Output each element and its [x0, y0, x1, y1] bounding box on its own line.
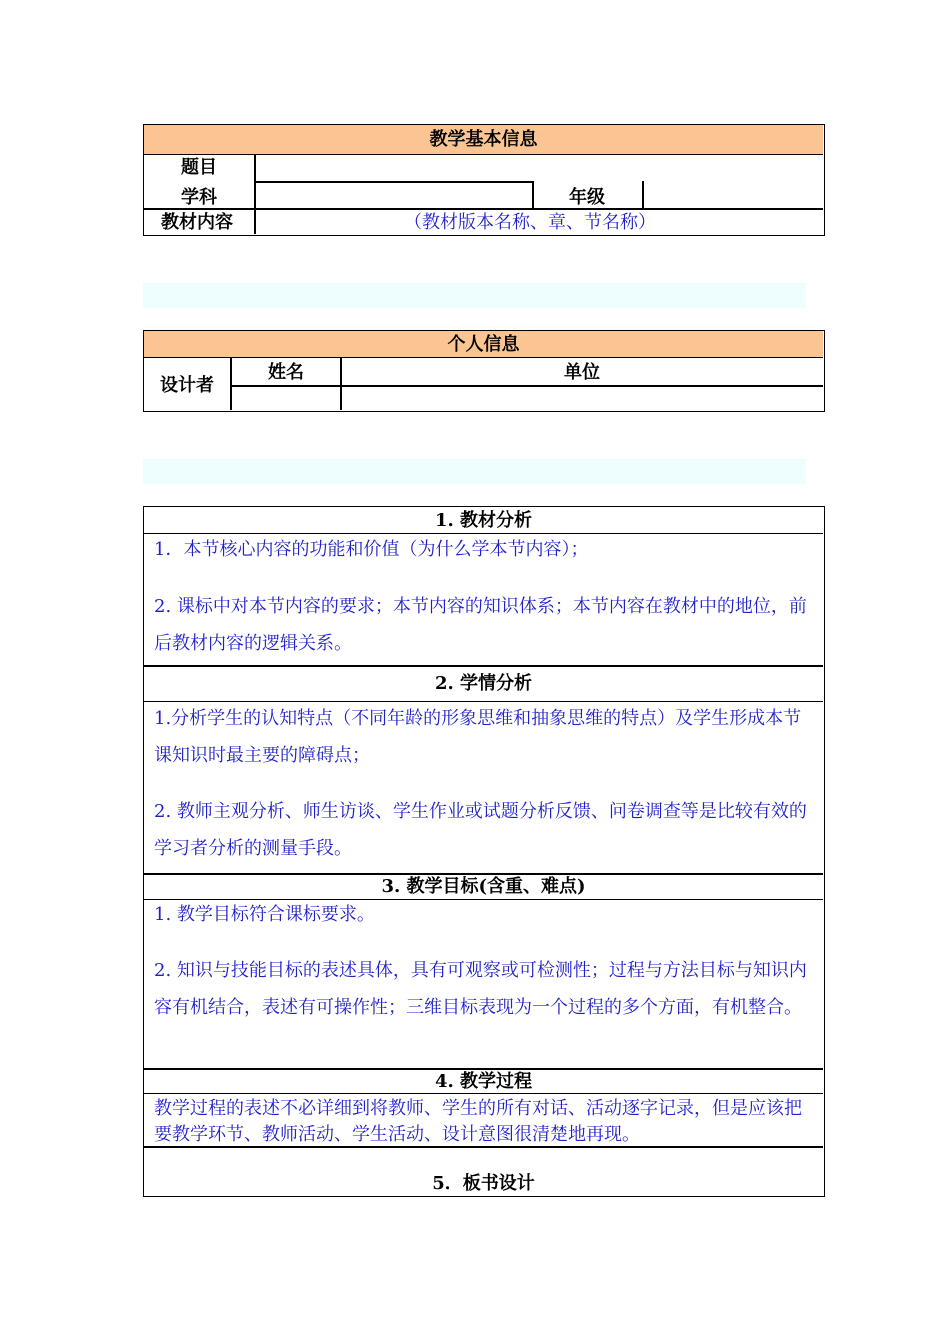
section-3-point-2[interactable]: 2. 知识与技能目标的表述具体，具有可观察或可检测性；过程与方法目标与知识内容有机结合，表述有可操作性；三维目标表现为一个过程的多个方面，有机整合。: [154, 960, 807, 1018]
section-3-title: 3. 教学目标(含重、难点): [144, 874, 823, 900]
name-input[interactable]: [232, 387, 339, 410]
section-5-title: 5．板书设计: [432, 1173, 535, 1194]
material-hint[interactable]: （教材版本名称、章、节名称）: [404, 212, 656, 233]
section-2-point-1[interactable]: 1.分析学生的认知特点（不同年龄的形象思维和抽象思维的特点）及学生形成本节课知识时最主要的障碍点；: [154, 708, 802, 766]
basic-info-table: [143, 124, 825, 236]
section-2-point-2[interactable]: 2. 教师主观分析、师生访谈、学生作业或试题分析反馈、问卷调查等是比较有效的学习者分析的测量手段。: [154, 801, 807, 859]
personal-info-table: [143, 330, 825, 412]
unit-label: 单位: [564, 362, 600, 383]
section-1-point-1[interactable]: 1．本节核心内容的功能和价值（为什么学本节内容）；: [154, 539, 589, 560]
material-label: 教材内容: [161, 212, 233, 233]
section-4-title: 4. 教学过程: [144, 1069, 823, 1094]
designer-label: 设计者: [160, 375, 214, 396]
unit-input[interactable]: [342, 387, 823, 410]
section-3-point-1[interactable]: 1. 教学目标符合课标要求。: [154, 904, 375, 925]
section-2-title: 2. 学情分析: [144, 666, 823, 702]
topic-label: 题目: [181, 157, 217, 178]
topic-input[interactable]: [256, 155, 823, 181]
section-4-point-1[interactable]: 教学过程的表述不必详细到将教师、学生的所有对话、活动逐字记录，但是应该把要教学环节、教师活动、学生活动、设计意图很清楚地再现。: [154, 1098, 802, 1145]
design-table: [143, 506, 825, 1197]
grade-label: 年级: [569, 187, 605, 208]
grade-input[interactable]: [644, 183, 823, 207]
spacer-band-1: [143, 283, 806, 308]
subject-label: 学科: [181, 187, 217, 208]
spacer-band-2: [143, 459, 806, 484]
personal-info-header: 个人信息: [144, 331, 823, 358]
name-label: 姓名: [268, 362, 304, 383]
section-1-title: 1. 教材分析: [144, 507, 823, 534]
subject-input[interactable]: [256, 183, 532, 207]
section-1-point-2[interactable]: 2. 课标中对本节内容的要求；本节内容的知识体系；本节内容在教材中的地位，前后教材内容的逻辑关系。: [154, 596, 807, 654]
basic-info-header: 教学基本信息: [144, 125, 823, 155]
